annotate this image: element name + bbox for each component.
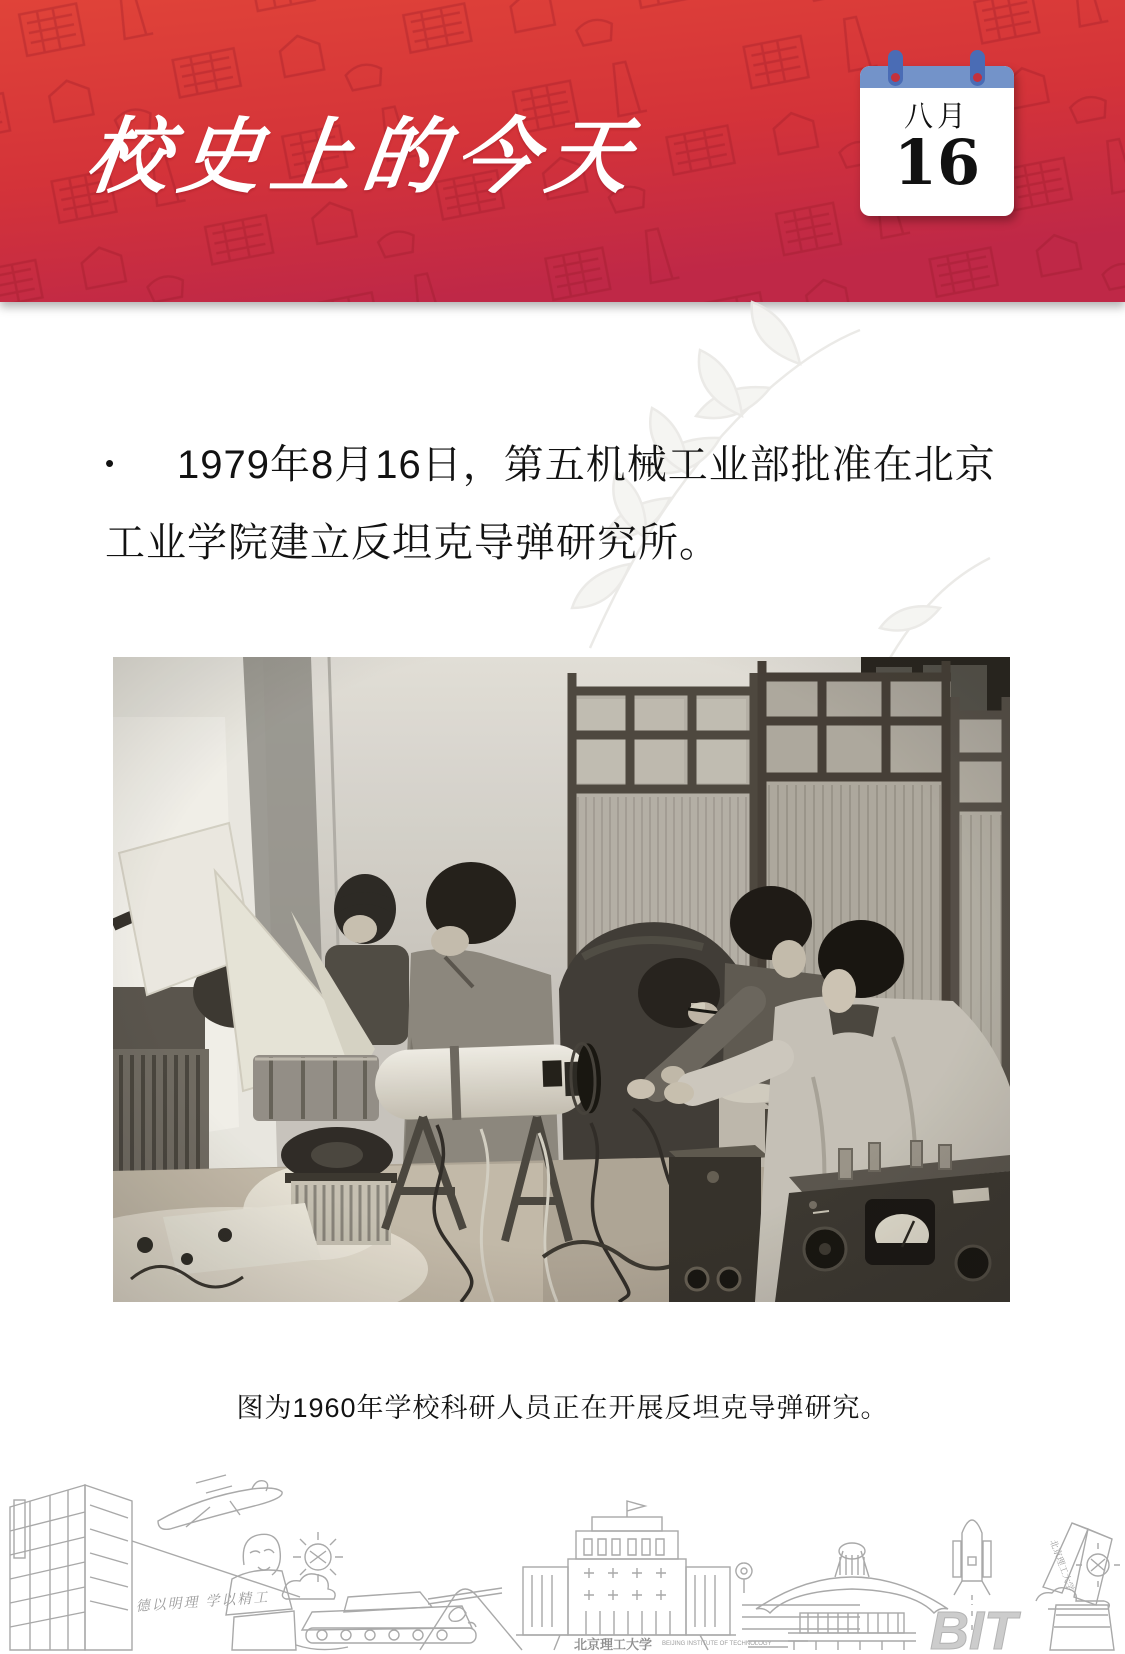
article-text-1: 1979年8月16日，第五机械工业部批准在北京 — [177, 443, 996, 487]
article-line-2 — [105, 504, 1035, 582]
historical-photo — [113, 657, 1010, 1302]
bullet-marker: • — [105, 448, 116, 478]
tank-icon — [296, 1588, 502, 1650]
page-title: 校史上的今天 — [81, 112, 645, 203]
university-name-cn: 北京理工大学 — [574, 1637, 653, 1652]
calendar-widget — [860, 50, 1014, 218]
footer-illustration — [0, 1445, 1125, 1654]
photo-caption: 图为1960年学校科研人员正在开展反坦克导弹研究。 — [236, 1393, 889, 1423]
sun-cloud-icon — [282, 1532, 343, 1599]
article-line-1 — [105, 424, 1035, 504]
calendar-header-bar — [860, 66, 1014, 88]
school-motto: 德以明理 学以精工 — [135, 1588, 270, 1614]
photo-scene — [113, 657, 1010, 1302]
campus-building-icon — [10, 1485, 300, 1650]
university-name-en: BEIJING INSTITUTE OF TECHNOLOGY — [662, 1641, 772, 1647]
article-text-2: 工业学院建立反坦克导弹研究所。 — [105, 521, 720, 565]
calendar-pin-icon — [888, 50, 903, 86]
bit-letters: BIT — [930, 1601, 1017, 1654]
pagoda-building-icon — [756, 1543, 948, 1650]
calendar-month: 八月 — [903, 99, 970, 133]
location-pin-icon — [736, 1563, 752, 1593]
main-building-icon — [516, 1501, 736, 1650]
header-banner — [0, 0, 1125, 302]
calendar-day: 16 — [893, 126, 981, 199]
airplane-icon — [158, 1475, 282, 1529]
calendar-pin-icon — [970, 50, 985, 86]
article — [105, 424, 1035, 582]
monument-label: 北京理工大学 — [1048, 1538, 1076, 1593]
